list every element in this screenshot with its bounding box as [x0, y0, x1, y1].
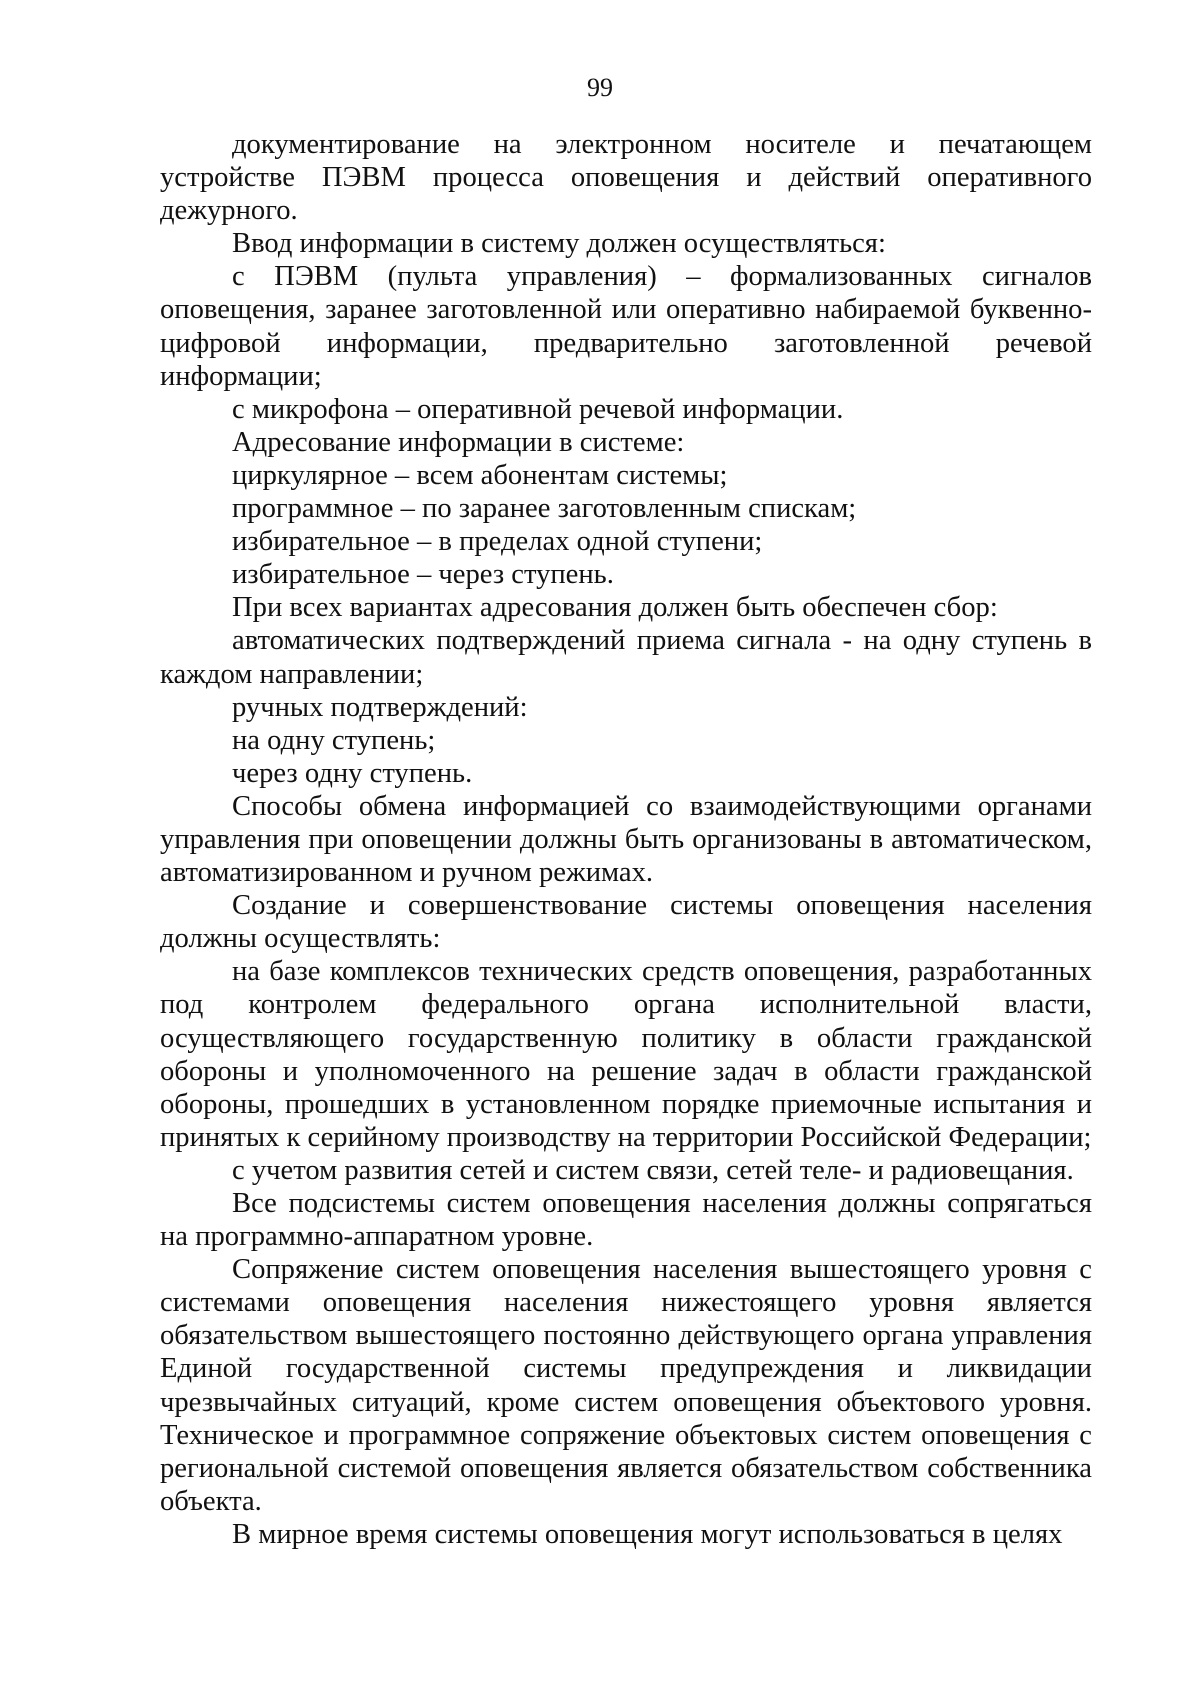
- paragraph-input-info: Ввод информации в систему должен осуществляться:: [232, 228, 886, 260]
- paragraph-interfacing: Сопряжение систем оповещения населения вышестоящего уровня с системами оповещения населения нижестоящего уровня является обязательством вышестоящего постоянно действующего органа управления Единой государственной системы предупреждения и ликвидации чрезвычайных ситуаций, кроме систем оповещения объектового уровня. Техническое и программное сопряжение объектовых систем оповещения с региональной системой оповещения является обязательством собственника объекта.: [160, 1254, 1092, 1517]
- list-item-manual-confirmations: ручных подтверждений:: [232, 691, 528, 723]
- list-item-technical-base: на базе комплексов технических средств оповещения, разработанных под контролем федерального органа исполнительной власти, осуществляющего государственную политику в области гражданской обороны и уполномоченного на решение задач в области гражданской обороны, прошедших в установленном порядке приемочные испытания и принятых к серийному производству на территории Российской Федерации;: [160, 956, 1092, 1153]
- list-item-from-pc: с ПЭВМ (пульта управления) – формализованных сигналов оповещения, заранее заготовленной или оперативно набираемой буквенно-цифровой информации, предварительно заготовленной речевой информации;: [160, 261, 1092, 392]
- paragraph-creation: Создание и совершенствование системы оповещения населения должны осуществлять:: [160, 890, 1092, 955]
- list-item-through-one-step: через одну ступень.: [232, 757, 473, 789]
- paragraph-peacetime: В мирное время системы оповещения могут использоваться в целях: [232, 1518, 1063, 1550]
- list-item-program: программное – по заранее заготовленным спискам;: [232, 493, 857, 525]
- page-number: 99: [587, 73, 613, 102]
- list-item-networks: с учетом развития сетей и систем связи, сетей теле- и радиовещания.: [232, 1154, 1074, 1186]
- list-item-automatic-confirmations: автоматических подтверждений приема сигнала - на одну ступень в каждом направлении;: [160, 625, 1092, 690]
- paragraph-exchange-methods: Способы обмена информацией со взаимодействующими органами управления при оповещении должны быть организованы в автоматическом, автоматизированном и ручном режимах.: [160, 790, 1092, 889]
- list-item-selective-through-step: избирательное – через ступень.: [232, 559, 614, 591]
- paragraph-continuation-documenting: документирование на электронном носителе и печатающем устройстве ПЭВМ процесса оповещения и действий оперативного дежурного.: [160, 129, 1092, 227]
- list-item-from-microphone: с микрофона – оперативной речевой информации.: [232, 393, 844, 425]
- list-item-selective-one-step: избирательное – в пределах одной ступени;: [232, 526, 763, 558]
- paragraph-collection: При всех вариантах адресования должен быть обеспечен сбор:: [232, 592, 998, 624]
- list-item-one-step: на одну ступень;: [232, 724, 436, 756]
- document-body: [160, 128, 1092, 1551]
- paragraph-addressing: Адресование информации в системе:: [232, 426, 685, 458]
- list-item-circular: циркулярное – всем абонентам системы;: [232, 459, 728, 491]
- paragraph-subsystems: Все подсистемы систем оповещения населения должны сопрягаться на программно-аппаратном уровне.: [160, 1188, 1092, 1253]
